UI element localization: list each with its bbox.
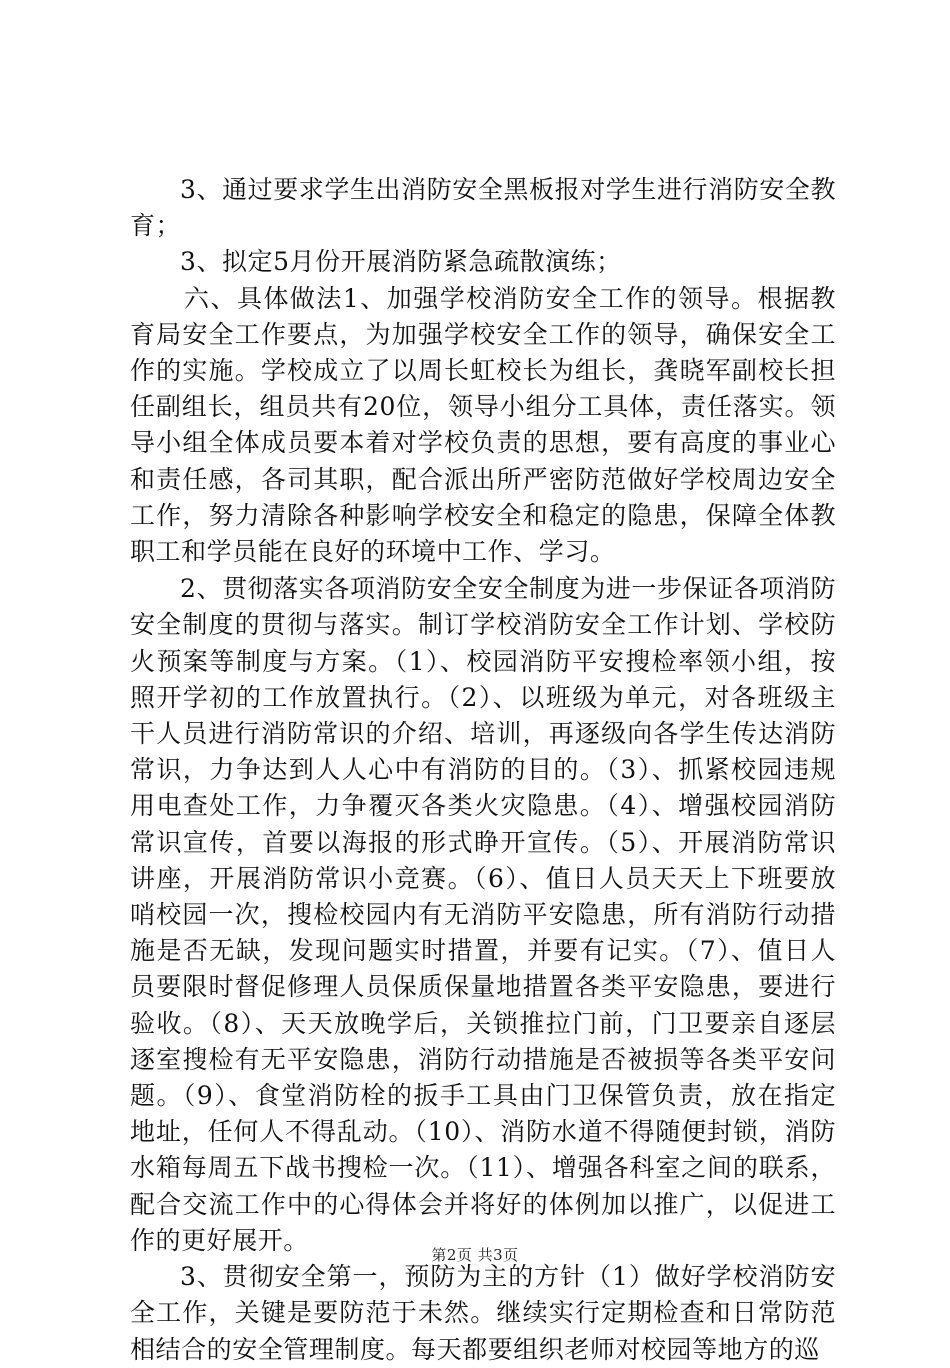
paragraph-safety-system: 2、贯彻落实各项消防安全安全制度为进一步保证各项消防安全制度的贯彻与落实。制订学校消防安全工作计划、学校防火预案等制度与方案。（1）、校园消防平安搜检率领小组，按照开学初的工作放置执行。（2）、以班级为单元，对各班级主干人员进行消防常识的介绍、培训，再逐级向各学生传达消防常识，力争达到人人心中有消防的目的。（3）、抓紧校园违规用电查处工作，力争覆灭各类火灾隐患。（4）、增强校园消防常识宣传，首要以海报的形式睁开宣传。（5）、开展消防常识讲座，开展消防常识小竞赛。（6）、值日人员天天上下班要放哨校园一次，搜检校园内有无消防平安隐患，所有消防行动措施是否无缺，发现问题实时措置，并要有记实。（7）、值日人员要限时督促修理人员保质保量地措置各类平安隐患，要进行验收。（8）、天天放晚学后，关锁推拉门前，门卫要亲自逐层逐室搜检有无平安隐患，消防行动措施是否被损等各类平安问题。（9）、食堂消防栓的扳手工具由门卫保管负责，放在指定地址，任何人不得乱动。（10）、消防水道不得随便封锁，消防水箱每周五下战书搜检一次。（11）、增强各科室之间的联系，配合交流工作中的心得体会并将好的体例加以推广，以促进工作的更好展开。 <box>130 574 836 1255</box>
page-number-footer: 第2页 共3页 <box>431 1246 519 1264</box>
paragraph-safety-first: 3、贯彻安全第一，预防为主的方针（1）做好学校消防安全工作，关键是要防范于未然。继续实行定期检查和日常防范相结合的安全管理制度。每天都要组织老师对校园等地方的巡 <box>130 1262 836 1364</box>
paragraph-evacuation-drill: 3、拟定5月份开展消防紧急疏散演练； <box>180 247 622 277</box>
paragraph-blackboard-education: 3、通过要求学生出消防安全黑板报对学生进行消防安全教育； <box>130 175 836 241</box>
paragraph-specific-measures: 六、具体做法1、加强学校消防安全工作的领导。根据教育局安全工作要点，为加强学校安全工作的领导，确保安全工作的实施。学校成立了以周长虹校长为组长，龚晓军副校长担任副组长，组员共有20位，领导小组分工具体，责任落实。领导小组全体成员要本着对学校负责的思想，要有高度的事业心和责任感，各司其职，配合派出所严密防范做好学校周边安全工作，努力清除各种影响学校安全和稳定的隐患，保障全体教职工和学员能在良好的环境中工作、学习。 <box>130 283 836 567</box>
document-body <box>130 172 836 1368</box>
